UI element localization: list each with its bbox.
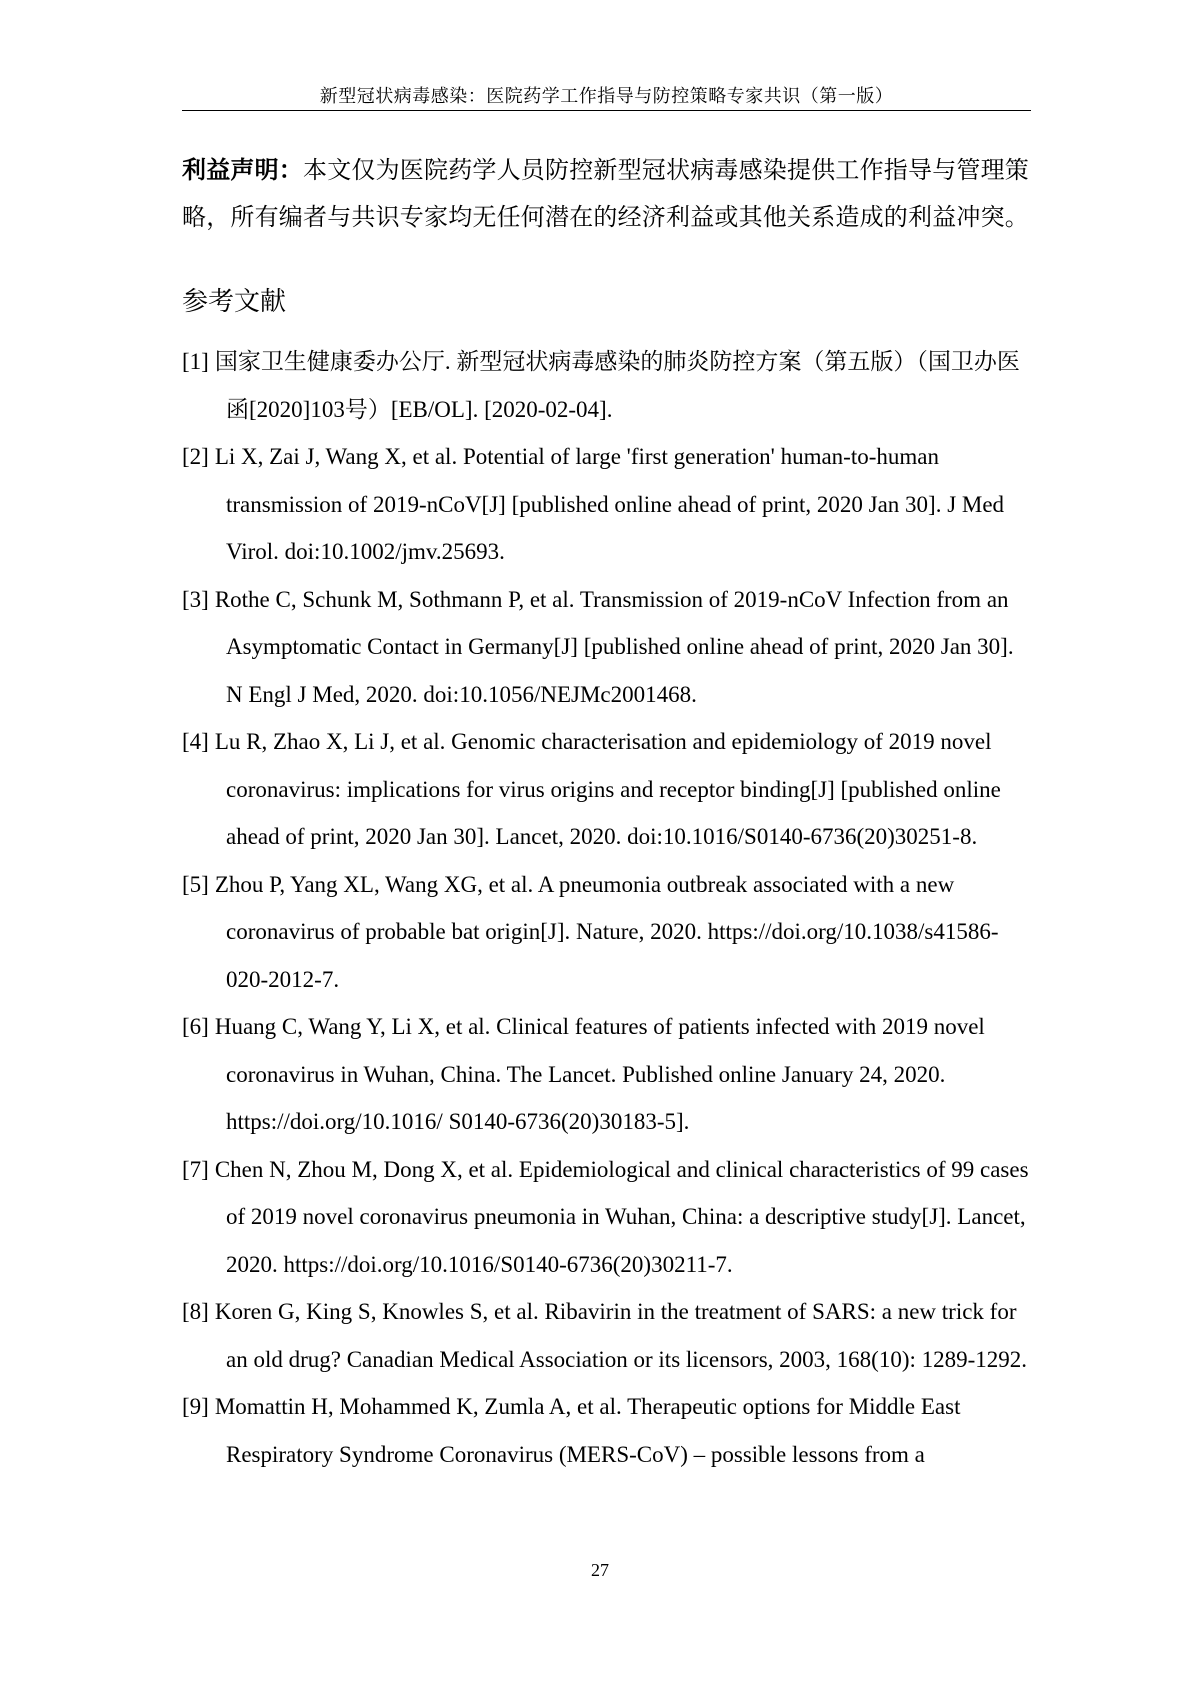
reference-text: Koren G, King S, Knowles S, et al. Ribavirin in the treatment of SARS: a new trick for an old drug? Canadian Medical Association or its licensors, 2003, 168(10): 1289-1292.	[214, 1299, 1028, 1372]
reference-text: Lu R, Zhao X, Li J, et al. Genomic characterisation and epidemiology of 2019 novel coronavirus: implications for virus origins and receptor binding[J] [published online ahead of print, 2020 Jan 30]. Lancet, 2020. doi:10.1016/S0140-6736(20)30251-8.	[214, 729, 1001, 849]
reference-item	[182, 1146, 1034, 1289]
statement-label: 利益声明：	[182, 158, 303, 184]
reference-text: Zhou P, Yang XL, Wang XG, et al. A pneumonia outbreak associated with a new coronavirus of probable bat origin[J]. Nature, 2020. https://doi.org/10.1038/s41586-020-2012-7.	[214, 871, 999, 992]
reference-number: [4]	[182, 729, 209, 754]
reference-number: [3]	[182, 586, 209, 612]
reference-item	[182, 338, 1034, 433]
reference-number: [8]	[182, 1299, 209, 1324]
statement-text: 本文仅为医院药学人员防控新型冠状病毒感染提供工作指导与管理策略，所有编者与共识专家均无任何潜在的经济利益或其他关系造成的利益冲突。	[182, 158, 1029, 231]
reference-item	[182, 1288, 1034, 1383]
reference-number: [7]	[182, 1156, 209, 1182]
reference-number: [5]	[182, 871, 209, 897]
reference-item	[182, 718, 1034, 861]
reference-item	[182, 861, 1034, 1004]
reference-text: Chen N, Zhou M, Dong X, et al. Epidemiological and clinical characteristics of 99 cases of 2019 novel coronavirus pneumonia in Wuhan, China: a descriptive study[J]. Lancet, 2020. https://doi.org/10.1016/S0140-6736(20)30211-7.	[214, 1156, 1029, 1277]
reference-text: Momattin H, Mohammed K, Zumla A, et al. Therapeutic options for Middle East Respiratory Syndrome Coronavirus (MERS-CoV) – possible lessons from a	[214, 1394, 961, 1467]
reference-text: Rothe C, Schunk M, Sothmann P, et al. Transmission of 2019-nCoV Infection from an Asymptomatic Contact in Germany[J] [published online ahead of print, 2020 Jan 30]. N Engl J Med, 2020. doi:10.1056/NEJMc2001468.	[214, 586, 1014, 707]
reference-text: 国家卫生健康委办公厅. 新型冠状病毒感染的肺炎防控方案（第五版）（国卫办医函[2020]103号）[EB/OL]. [2020-02-04].	[214, 349, 1020, 422]
reference-text: Li X, Zai J, Wang X, et al. Potential of large 'first generation' human-to-human transmission of 2019-nCoV[J] [published online ahead of print, 2020 Jan 30]. J Med Virol. doi:10.1002/jmv.25693.	[214, 444, 1005, 564]
reference-item	[182, 1383, 1034, 1478]
reference-item	[182, 1003, 1034, 1146]
reference-list	[182, 338, 1034, 1478]
references-heading: 参考文献	[182, 287, 287, 316]
reference-text: Huang C, Wang Y, Li X, et al. Clinical features of patients infected with 2019 novel coronavirus in Wuhan, China. The Lancet. Published online January 24, 2020. https://doi.org/10.1016/ S0140-6736(20)30183-5].	[214, 1014, 985, 1134]
header-rule	[182, 110, 1031, 111]
reference-number: [2]	[182, 444, 209, 469]
reference-number: [6]	[182, 1014, 209, 1039]
reference-number: [9]	[182, 1394, 209, 1419]
running-header: 新型冠状病毒感染：医院药学工作指导与防控策略专家共识（第一版）	[319, 86, 894, 106]
conflict-of-interest-statement	[182, 148, 1032, 242]
reference-item	[182, 576, 1034, 719]
reference-number: [1]	[182, 349, 209, 374]
page-number: 27	[591, 1560, 609, 1580]
reference-item	[182, 433, 1034, 576]
